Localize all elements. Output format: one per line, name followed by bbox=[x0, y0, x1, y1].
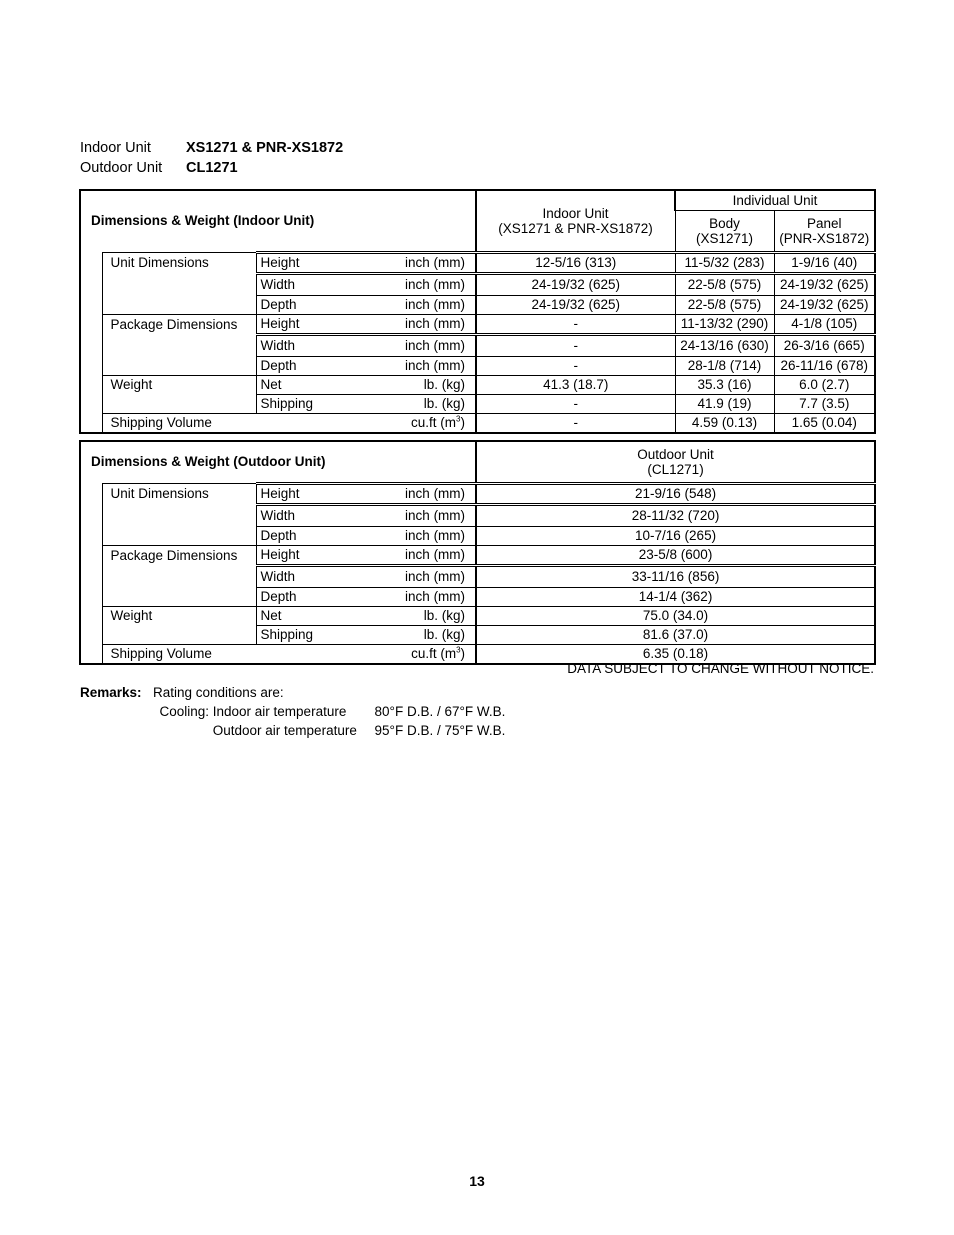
row-dimension: Width bbox=[256, 504, 348, 526]
unit-superscript: 3 bbox=[456, 414, 461, 424]
table-row bbox=[80, 483, 875, 504]
panel-col-line1: Panel bbox=[806, 215, 842, 231]
row-category: Unit Dimensions bbox=[102, 483, 256, 504]
panel-col-line2: (PNR-XS1872) bbox=[779, 230, 870, 246]
unit-header bbox=[80, 138, 343, 178]
outdoor-table-title: Dimensions & Weight (Outdoor Unit) bbox=[80, 441, 476, 483]
row-dimension: Net bbox=[256, 375, 348, 394]
panel-column-header bbox=[774, 210, 875, 252]
table-row bbox=[80, 375, 875, 394]
outdoor-unit-label: Outdoor Unit bbox=[80, 160, 163, 176]
table-row bbox=[80, 273, 875, 295]
outdoor-col-line2: (CL1271) bbox=[647, 461, 704, 477]
row-unit: inch (mm) bbox=[348, 526, 476, 545]
row-category: Shipping Volume bbox=[102, 413, 348, 433]
row-category bbox=[102, 394, 256, 413]
row-unit: lb. (kg) bbox=[348, 375, 476, 394]
outdoor-value: 6.35 (0.18) bbox=[476, 644, 875, 664]
remarks-indoor-line bbox=[80, 702, 505, 721]
body-value: 4.59 (0.13) bbox=[675, 413, 774, 433]
table-row bbox=[80, 314, 875, 334]
cooling-label: Cooling: bbox=[159, 704, 209, 719]
outdoor-temp-label: Outdoor air temperature bbox=[212, 723, 357, 738]
outdoor-value: 23-5/8 (600) bbox=[476, 545, 875, 565]
row-category: Weight bbox=[102, 375, 256, 394]
unit-text: cu.ft (m bbox=[411, 646, 457, 661]
body-value: 11-13/32 (290) bbox=[675, 314, 774, 334]
indoor-value: - bbox=[476, 334, 675, 356]
row-category bbox=[102, 625, 256, 644]
individual-unit-header: Individual Unit bbox=[675, 190, 875, 210]
panel-value: 24-19/32 (625) bbox=[774, 273, 875, 295]
outdoor-spec-table bbox=[79, 440, 876, 665]
body-value: 41.9 (19) bbox=[675, 394, 774, 413]
row-category: Weight bbox=[102, 606, 256, 625]
outdoor-value: 21-9/16 (548) bbox=[476, 483, 875, 504]
row-category: Unit Dimensions bbox=[102, 252, 256, 273]
row-unit: inch (mm) bbox=[348, 273, 476, 295]
row-dimension: Height bbox=[256, 483, 348, 504]
indoor-temp-value: 80°F D.B. / 67°F W.B. bbox=[374, 704, 506, 719]
panel-value: 26-3/16 (665) bbox=[774, 334, 875, 356]
row-category: Shipping Volume bbox=[102, 644, 348, 664]
row-category: Package Dimensions bbox=[102, 314, 256, 334]
body-value: 22-5/8 (575) bbox=[675, 273, 774, 295]
row-unit: inch (mm) bbox=[348, 545, 476, 565]
row-category bbox=[102, 356, 256, 375]
remarks-intro: Rating conditions are: bbox=[153, 685, 284, 700]
row-dimension: Height bbox=[256, 314, 348, 334]
indoor-value: - bbox=[476, 356, 675, 375]
unit-superscript: 3 bbox=[456, 645, 461, 655]
row-unit: inch (mm) bbox=[348, 587, 476, 606]
outdoor-col-line1: Outdoor Unit bbox=[637, 446, 714, 462]
row-unit: inch (mm) bbox=[348, 295, 476, 314]
row-dimension: Width bbox=[256, 334, 348, 356]
table-row bbox=[80, 504, 875, 526]
row-unit bbox=[348, 413, 476, 433]
row-unit: lb. (kg) bbox=[348, 394, 476, 413]
panel-value: 7.7 (3.5) bbox=[774, 394, 875, 413]
table-row bbox=[80, 394, 875, 413]
outdoor-value: 14-1/4 (362) bbox=[476, 587, 875, 606]
body-value: 22-5/8 (575) bbox=[675, 295, 774, 314]
remarks-block bbox=[80, 683, 505, 740]
row-category bbox=[102, 565, 256, 587]
indoor-value: 24-19/32 (625) bbox=[476, 273, 675, 295]
row-unit: lb. (kg) bbox=[348, 625, 476, 644]
body-value: 28-1/8 (714) bbox=[675, 356, 774, 375]
row-unit: inch (mm) bbox=[348, 334, 476, 356]
row-category bbox=[102, 334, 256, 356]
outdoor-value: 81.6 (37.0) bbox=[476, 625, 875, 644]
indoor-unit-line bbox=[80, 138, 343, 158]
row-unit: inch (mm) bbox=[348, 356, 476, 375]
row-unit: inch (mm) bbox=[348, 314, 476, 334]
outdoor-value: 75.0 (34.0) bbox=[476, 606, 875, 625]
table-row bbox=[80, 625, 875, 644]
row-unit bbox=[348, 644, 476, 664]
outdoor-unit-column-header bbox=[476, 441, 875, 483]
indoor-value: - bbox=[476, 413, 675, 433]
panel-value: 24-19/32 (625) bbox=[774, 295, 875, 314]
row-unit: inch (mm) bbox=[348, 252, 476, 273]
row-category bbox=[102, 526, 256, 545]
indoor-value: - bbox=[476, 314, 675, 334]
unit-text: cu.ft (m bbox=[411, 415, 457, 430]
indoor-value: 41.3 (18.7) bbox=[476, 375, 675, 394]
change-notice: DATA SUBJECT TO CHANGE WITHOUT NOTICE. bbox=[567, 661, 874, 676]
row-category bbox=[102, 587, 256, 606]
panel-value: 1-9/16 (40) bbox=[774, 252, 875, 273]
row-dimension: Depth bbox=[256, 356, 348, 375]
body-col-line2: (XS1271) bbox=[695, 230, 754, 246]
table-row bbox=[80, 334, 875, 356]
row-dimension: Shipping bbox=[256, 625, 348, 644]
body-column-header bbox=[675, 210, 774, 252]
row-dimension: Height bbox=[256, 252, 348, 273]
row-dimension: Depth bbox=[256, 526, 348, 545]
indoor-unit-label: Indoor Unit bbox=[80, 140, 151, 156]
indoor-value: 12-5/16 (313) bbox=[476, 252, 675, 273]
row-unit: inch (mm) bbox=[348, 504, 476, 526]
row-dimension: Height bbox=[256, 545, 348, 565]
row-unit: inch (mm) bbox=[348, 483, 476, 504]
table-row bbox=[80, 565, 875, 587]
remarks-intro-line bbox=[80, 683, 505, 702]
table-row bbox=[80, 252, 875, 273]
row-dimension: Width bbox=[256, 273, 348, 295]
row-category bbox=[102, 273, 256, 295]
remarks-label: Remarks: bbox=[80, 685, 142, 700]
panel-value: 1.65 (0.04) bbox=[774, 413, 875, 433]
row-category: Package Dimensions bbox=[102, 545, 256, 565]
row-category bbox=[102, 504, 256, 526]
outdoor-temp-value: 95°F D.B. / 75°F W.B. bbox=[374, 723, 506, 738]
table-row bbox=[80, 295, 875, 314]
row-dimension: Width bbox=[256, 565, 348, 587]
indoor-col-line1: Indoor Unit bbox=[542, 205, 609, 221]
table-row bbox=[80, 526, 875, 545]
indoor-unit-model: XS1271 & PNR-XS1872 bbox=[186, 140, 344, 156]
remarks-outdoor-line bbox=[80, 721, 505, 740]
row-dimension: Depth bbox=[256, 587, 348, 606]
unit-close: ) bbox=[460, 415, 465, 430]
indoor-value: - bbox=[476, 394, 675, 413]
panel-value: 26-11/16 (678) bbox=[774, 356, 875, 375]
outdoor-value: 10-7/16 (265) bbox=[476, 526, 875, 545]
table-row bbox=[80, 587, 875, 606]
indoor-spec-table bbox=[79, 189, 876, 434]
indoor-value: 24-19/32 (625) bbox=[476, 295, 675, 314]
panel-value: 4-1/8 (105) bbox=[774, 314, 875, 334]
row-dimension: Shipping bbox=[256, 394, 348, 413]
row-unit: inch (mm) bbox=[348, 565, 476, 587]
outdoor-unit-line bbox=[80, 158, 343, 178]
outdoor-value: 28-11/32 (720) bbox=[476, 504, 875, 526]
table-row bbox=[80, 545, 875, 565]
page-number: 13 bbox=[469, 1173, 485, 1189]
body-value: 24-13/16 (630) bbox=[675, 334, 774, 356]
outdoor-unit-model: CL1271 bbox=[186, 160, 238, 176]
body-value: 35.3 (16) bbox=[675, 375, 774, 394]
row-dimension: Net bbox=[256, 606, 348, 625]
table-row bbox=[80, 356, 875, 375]
body-col-line1: Body bbox=[709, 215, 740, 231]
unit-close: ) bbox=[460, 646, 466, 661]
indoor-table-title: Dimensions & Weight (Indoor Unit) bbox=[80, 190, 476, 252]
outdoor-value: 33-11/16 (856) bbox=[476, 565, 875, 587]
panel-value: 6.0 (2.7) bbox=[774, 375, 875, 394]
row-dimension: Depth bbox=[256, 295, 348, 314]
body-value: 11-5/32 (283) bbox=[675, 252, 774, 273]
indoor-col-line2: (XS1271 & PNR-XS1872) bbox=[498, 220, 653, 236]
indoor-temp-label: Indoor air temperature bbox=[212, 704, 347, 719]
row-category bbox=[102, 295, 256, 314]
table-row bbox=[80, 606, 875, 625]
indoor-unit-column-header bbox=[476, 190, 675, 252]
row-unit: lb. (kg) bbox=[348, 606, 476, 625]
table-row bbox=[80, 413, 875, 433]
